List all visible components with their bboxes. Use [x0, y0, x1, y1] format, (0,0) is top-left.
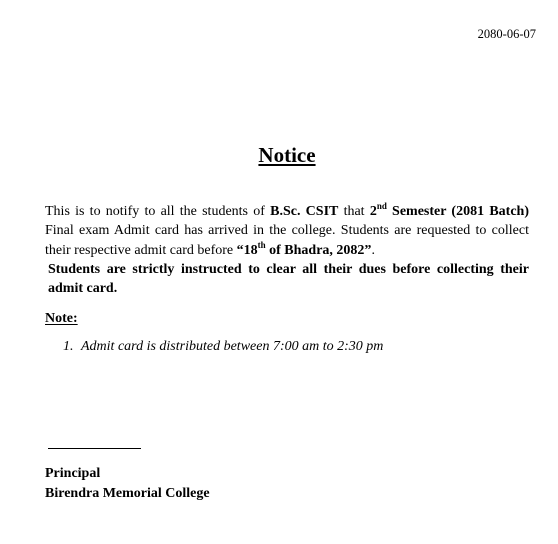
signatory-title: Principal	[45, 466, 101, 481]
program-name: B.Sc. CSIT	[270, 204, 339, 219]
notice-title: Notice	[258, 143, 316, 167]
that-text: that	[338, 204, 370, 219]
notice-paragraph	[45, 202, 529, 260]
note-item-text: Admit card is distributed between 7:00 am to 2:30 pm	[81, 339, 384, 354]
semester-number: 2	[369, 204, 377, 219]
note-list	[63, 339, 383, 355]
notice-body	[45, 202, 529, 298]
note-item-number: 1.	[63, 339, 74, 354]
deadline-day: “18	[236, 242, 258, 258]
note-item	[63, 339, 383, 355]
instruction-text: Students are strictly instructed to clear all their dues before collecting their admit card.	[48, 261, 529, 297]
semester-superscript: nd	[376, 201, 387, 211]
middle-text: Final exam Admit card has arrived in the college. Students are requested to collect their respective admit card before	[45, 223, 529, 258]
end-punctuation: .	[371, 242, 375, 258]
signatory-block	[45, 464, 210, 503]
signatory-organization: Birendra Memorial College	[45, 485, 210, 501]
intro-text: This is to notify to all the students of	[45, 204, 271, 219]
deadline-month-year: of Bhadra, 2082”	[265, 242, 372, 258]
semester-batch: Semester (2081 Batch)	[386, 204, 529, 219]
note-label: Note:	[45, 311, 78, 326]
deadline-superscript: th	[257, 239, 266, 250]
notice-date: 2080-06-07	[477, 27, 536, 41]
signature-line	[48, 448, 141, 449]
